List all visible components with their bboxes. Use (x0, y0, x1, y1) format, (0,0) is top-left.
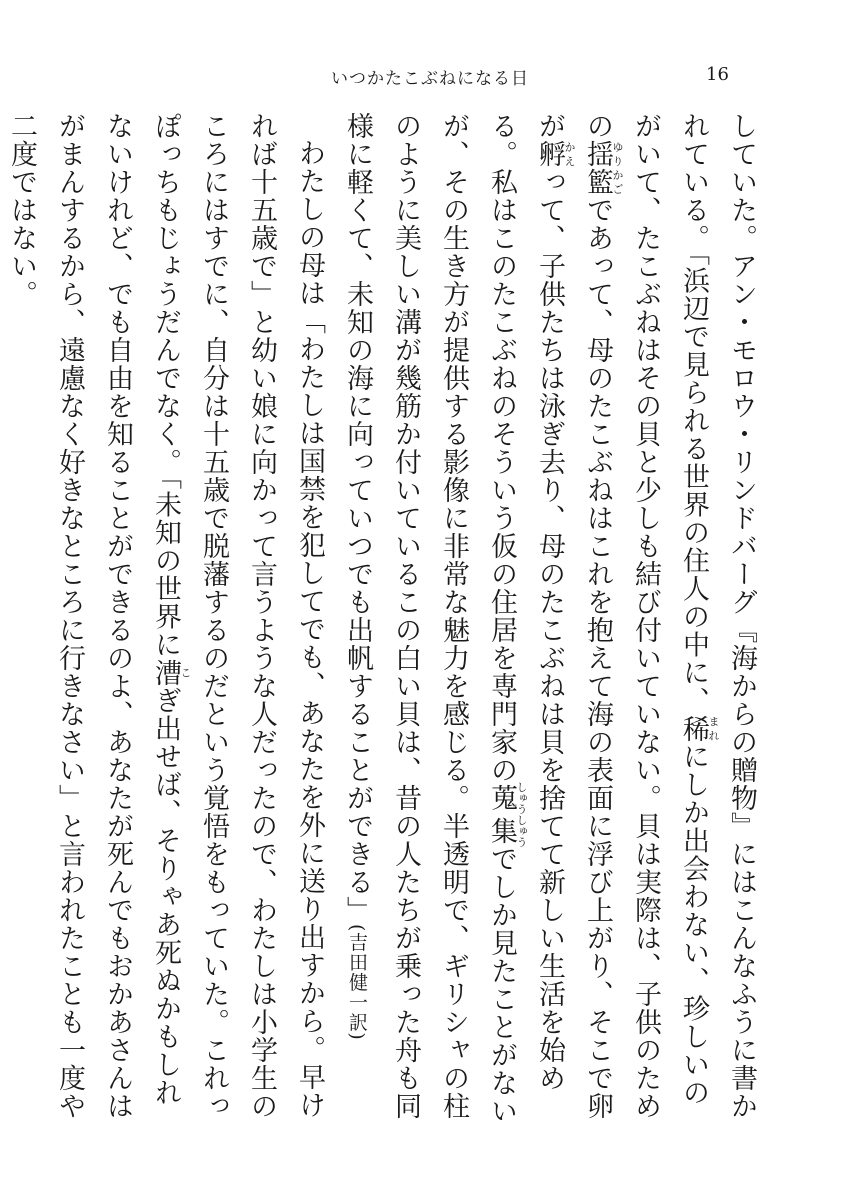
book-title: いつかたこぶねになる日 (331, 69, 529, 89)
text-run: していた。アン・モロウ・リンドバーグ『海からの贈物』にはこんなふうに書かれている。「浜辺で見られる世界の住人の中に、 (678, 112, 757, 1120)
paragraph-2 (0, 112, 333, 1132)
ruby-base: 蒐集 (486, 781, 517, 848)
body-text (6, 112, 765, 1132)
ruby-reading: しゅうしゅう (515, 781, 528, 848)
paragraph-1 (333, 112, 765, 1132)
text-run: にしか出会わない、珍しいのがいて、たこぶねはその貝と少しも結び付いていない。貝は実際は、子供のための (582, 112, 709, 1120)
ruby-reading: こ (179, 658, 192, 687)
text-run: って、子供たちは泳ぎ去り、母のたこぶねは貝を捨てて新しい生活を始める。私はこのたこぶねのそういう仮の住居を専門家の (486, 112, 565, 1092)
ruby-annotation (534, 140, 576, 168)
ruby-base: 揺籃 (582, 140, 613, 196)
ruby-reading: まれ (707, 714, 720, 743)
text-run: わたしの母は「わたしは国禁を犯してでも、あなたを外に送り出すから。早ければ十五歳で」と幼い娘に向かって言うような人だったので、わたしは小学生のころにはすでに、自分は十五歳で脱藩するのだという覚悟をもっていた。これっぽっちもじょうだんでなく。「未知の世界に (150, 112, 325, 1120)
ruby-base: 漕 (150, 658, 181, 687)
running-header (0, 62, 841, 92)
ruby-reading: ゆりかご (611, 140, 624, 196)
page-number: 16 (706, 64, 729, 85)
text-run: ぎ出せば、そりゃあ死ぬかもしれないけれど、でも自由を知ることができるのよ、あなたが死んでもおかあさんはがまんするから、遠慮なく好きなところに行きなさい」と言われたことも一度や二度ではない。 (6, 112, 181, 1120)
ruby-annotation (678, 714, 720, 743)
ruby-annotation (486, 781, 528, 848)
ruby-base: 孵 (534, 140, 565, 168)
ruby-annotation (150, 658, 192, 687)
ruby-annotation (582, 140, 624, 196)
ruby-reading: かえ (563, 140, 576, 168)
ruby-base: 稀 (678, 714, 709, 743)
translator-citation: (吉田健一訳) (346, 924, 368, 1041)
text-run: でしか見たことがないが、その生き方が提供する影像に非常な魅力を感じる。半透明で、ギリシャの柱のように美しい溝が幾筋か付いているこの白い貝は、昔の人たちが乗った舟も同様に軽くて、未知の海に向っていつでも出帆することができる」 (342, 112, 517, 1125)
text-run: であって、母のたこぶねはこれを抱えて海の表面に浮び上がり、そこで卵が (534, 112, 613, 1120)
